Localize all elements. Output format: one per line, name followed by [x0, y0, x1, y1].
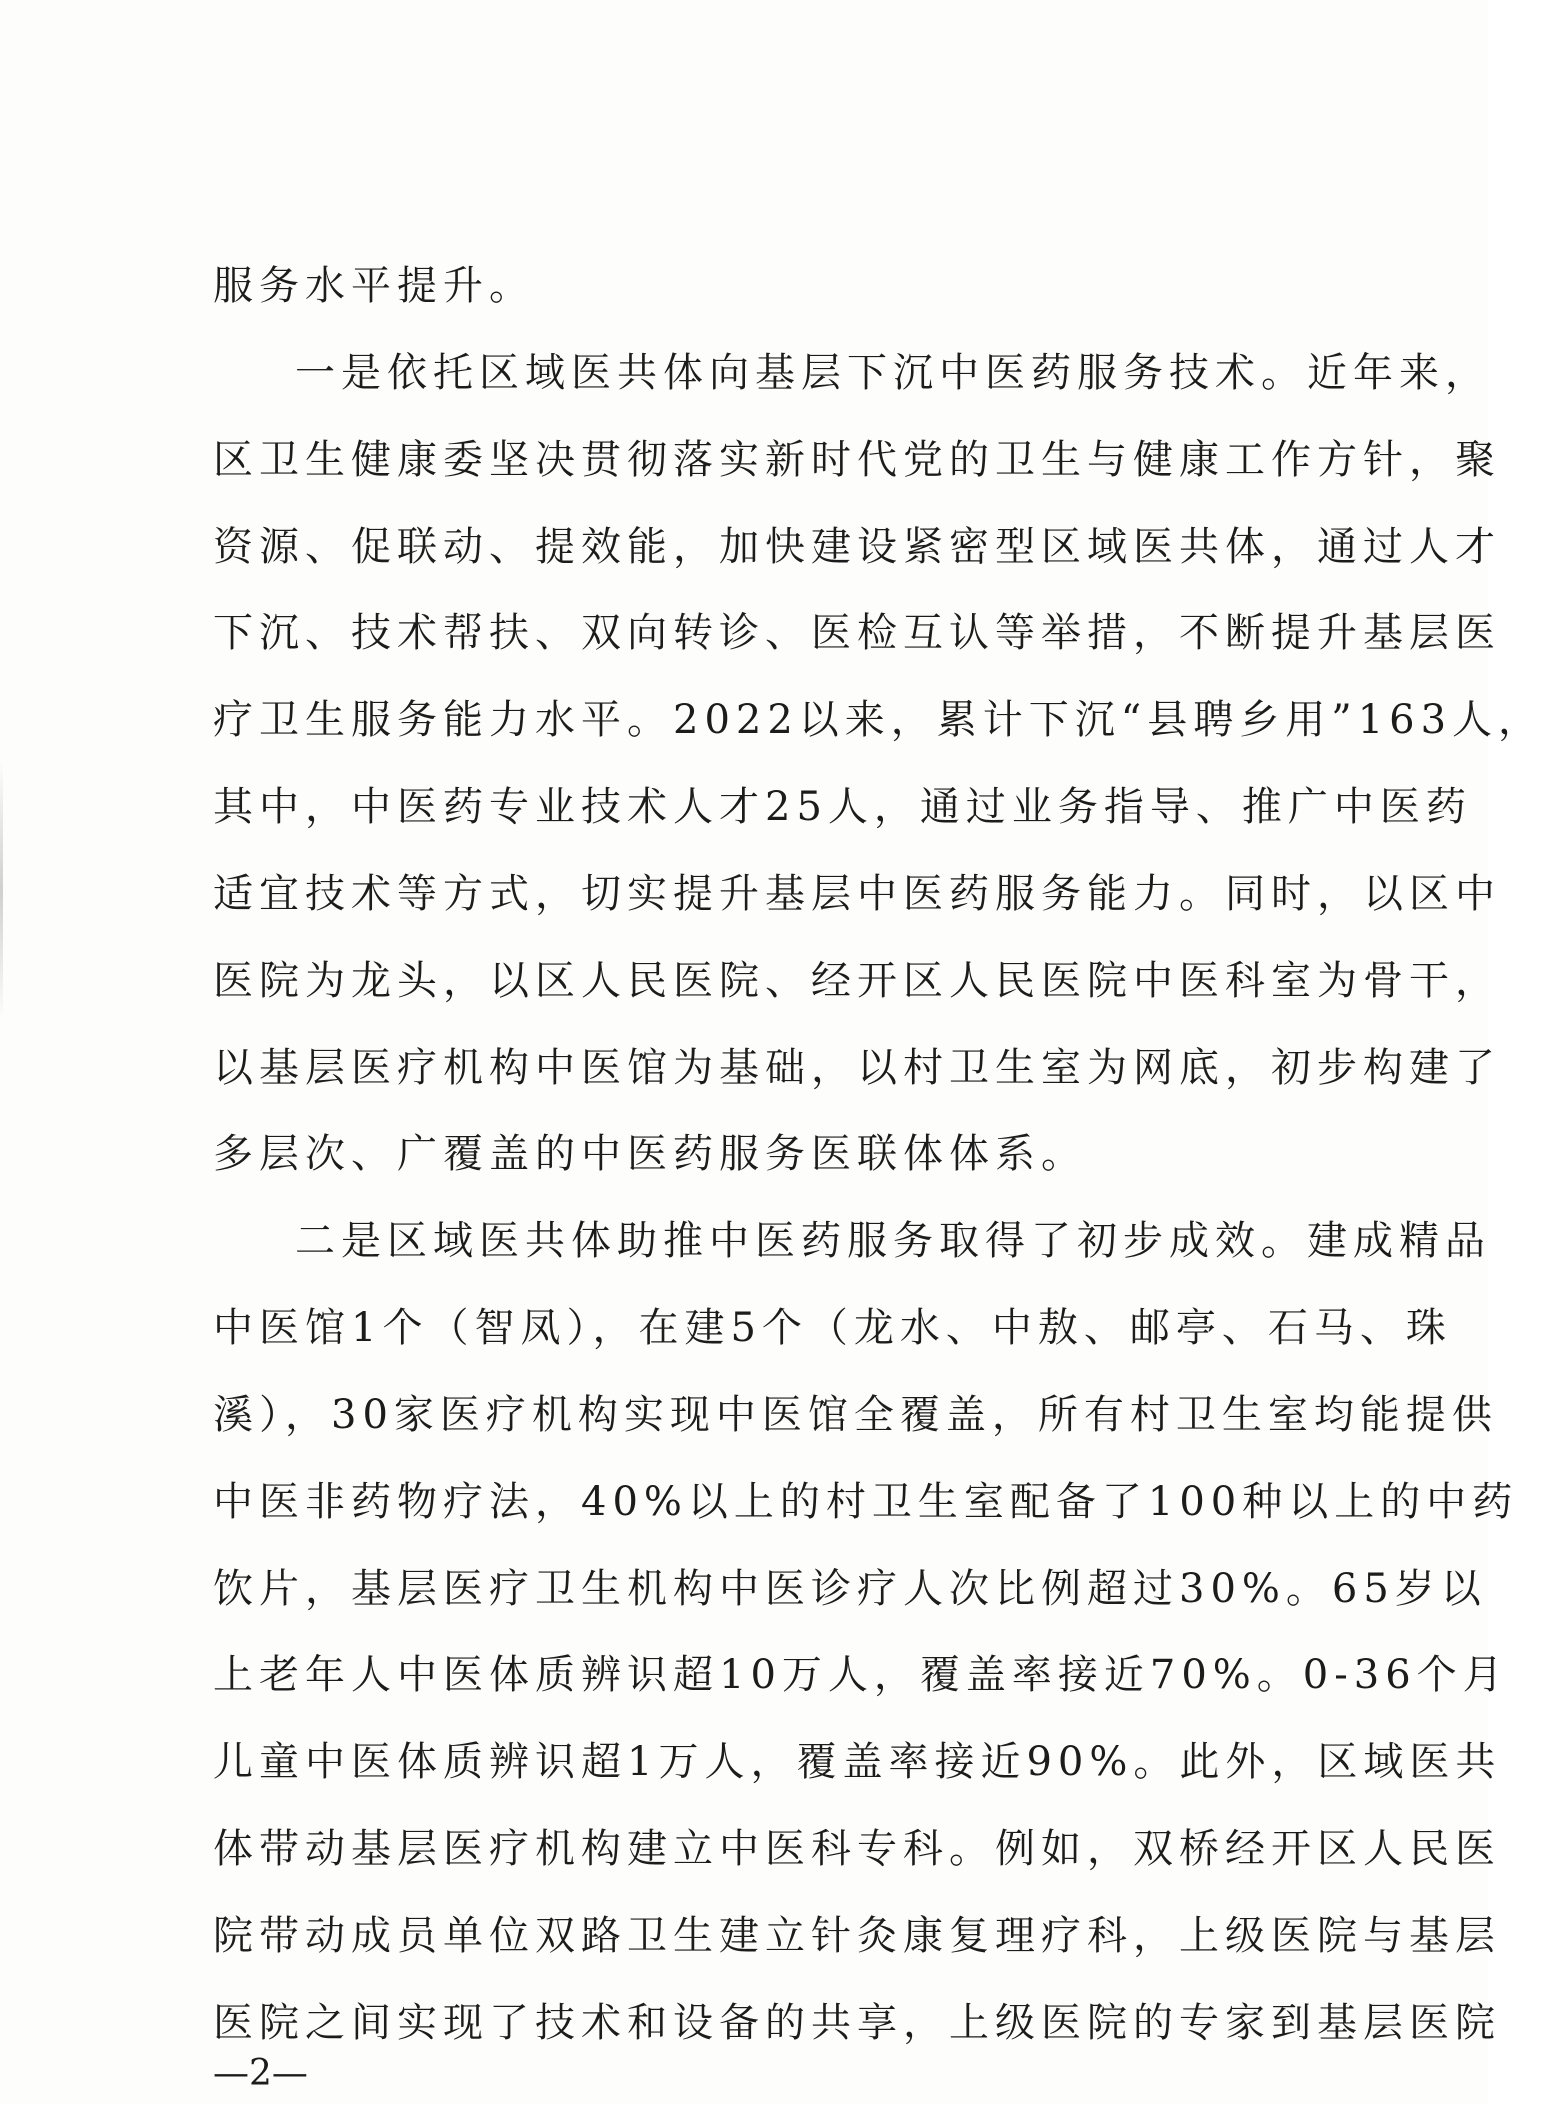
scan-shadow [0, 760, 3, 1020]
body-line: 适宜技术等方式，切实提升基层中医药服务能力。同时，以区中 [213, 871, 1501, 917]
body-line: 溪），30家医疗机构实现中医馆全覆盖，所有村卫生室均能提供 [213, 1392, 1498, 1438]
body-line: 上老年人中医体质辨识超10万人，覆盖率接近70%。0-36个月 [213, 1652, 1509, 1698]
body-line: 中医非药物疗法，40%以上的村卫生室配备了100种以上的中药 [213, 1479, 1519, 1525]
body-line: 一是依托区域医共体向基层下沉中医药服务技术。近年来， [295, 350, 1491, 396]
body-line: 院带动成员单位双路卫生建立针灸康复理疗科，上级医院与基层 [213, 1913, 1501, 1959]
body-line: 体带动基层医疗机构建立中医科专科。例如，双桥经开区人民医 [213, 1826, 1501, 1872]
body-line: 儿童中医体质辨识超1万人，覆盖率接近90%。此外，区域医共 [213, 1739, 1502, 1785]
body-line: 中医馆1个（智凤），在建5个（龙水、中敖、邮亭、石马、珠 [213, 1305, 1452, 1351]
body-line: 服务水平提升。 [213, 263, 535, 309]
body-line: 疗卫生服务能力水平。2022以来，累计下沉“县聘乡用”163人， [213, 697, 1544, 743]
body-line: 区卫生健康委坚决贯彻落实新时代党的卫生与健康工作方针，聚 [213, 437, 1501, 483]
body-line: 饮片，基层医疗卫生机构中医诊疗人次比例超过30%。65岁以 [213, 1566, 1487, 1612]
body-line: 以基层医疗机构中医馆为基础，以村卫生室为网底，初步构建了 [213, 1045, 1501, 1091]
body-line: 二是区域医共体助推中医药服务取得了初步成效。建成精品 [295, 1218, 1491, 1264]
body-line: 资源、促联动、提效能，加快建设紧密型区域医共体，通过人才 [213, 524, 1501, 570]
body-line: 其中，中医药专业技术人才25人，通过业务指导、推广中医药 [213, 784, 1472, 830]
body-line: 下沉、技术帮扶、双向转诊、医检互认等举措，不断提升基层医 [213, 610, 1501, 656]
body-line: 医院之间实现了技术和设备的共享，上级医院的专家到基层医院 [213, 2000, 1501, 2046]
page-number: —2— [213, 2053, 308, 2094]
body-line: 医院为龙头，以区人民医院、经开区人民医院中医科室为骨干， [213, 958, 1501, 1004]
body-line: 多层次、广覆盖的中医药服务医联体体系。 [213, 1131, 1087, 1177]
